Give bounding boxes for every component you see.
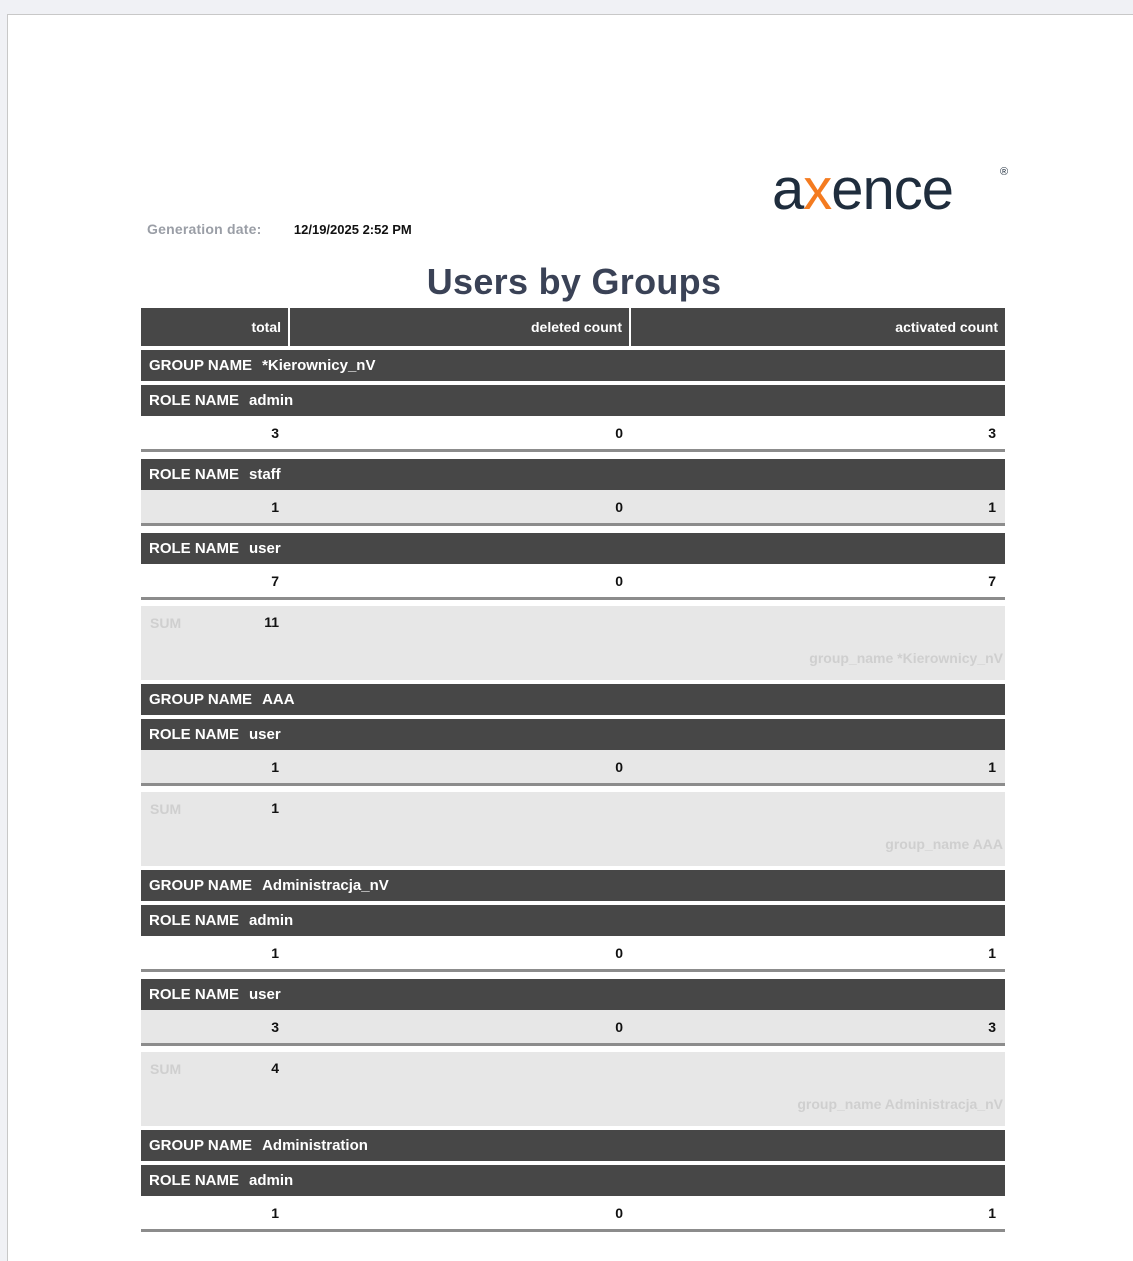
sum-value: 11 — [264, 614, 279, 630]
column-header-row — [141, 308, 1005, 346]
group-label: GROUP NAME — [149, 691, 253, 708]
report-page — [7, 14, 1133, 1261]
group-label: GROUP NAME — [149, 1137, 253, 1154]
group-header — [141, 1130, 1005, 1161]
group-name: *Kierownicy_nV — [262, 357, 376, 374]
sum-label: SUM — [150, 801, 182, 817]
svg-text:axence — [772, 157, 953, 222]
role-name: user — [249, 986, 281, 1003]
group-sum — [141, 606, 1005, 680]
group-label: GROUP NAME — [149, 357, 253, 374]
role-label: ROLE NAME — [149, 726, 239, 743]
generation-date-value: 12/19/2025 2:52 PM — [293, 222, 412, 237]
role-header — [141, 385, 1005, 416]
group-header — [141, 870, 1005, 901]
role-label: ROLE NAME — [149, 466, 239, 483]
role-header — [141, 533, 1005, 564]
cell-activated: 3 — [988, 1018, 996, 1035]
table-row — [141, 416, 1005, 452]
table-row — [141, 564, 1005, 600]
cell-activated: 1 — [988, 944, 996, 961]
sum-group-footer: group_name AAA — [885, 836, 1003, 852]
generation-date-row — [147, 221, 412, 237]
role-header — [141, 979, 1005, 1010]
cell-deleted: 0 — [615, 944, 623, 961]
table-row — [141, 750, 1005, 786]
sum-group-footer: group_name *Kierownicy_nV — [809, 650, 1003, 666]
role-label: ROLE NAME — [149, 1172, 239, 1189]
role-name: staff — [249, 466, 281, 483]
cell-total: 1 — [271, 758, 279, 775]
cell-activated: 1 — [988, 1204, 996, 1221]
logo-part-x: x — [803, 157, 832, 222]
logo-registered-mark: ® — [1000, 166, 1009, 178]
logo-part-ence: ence — [831, 157, 954, 222]
table-row — [141, 936, 1005, 972]
role-header — [141, 459, 1005, 490]
table-row — [141, 490, 1005, 526]
group-name: AAA — [262, 691, 295, 708]
cell-deleted: 0 — [615, 572, 623, 589]
column-header-activated-count: activated count — [631, 308, 1005, 346]
generation-date-label: Generation date: — [147, 221, 262, 237]
cell-deleted: 0 — [615, 498, 623, 515]
sum-value: 4 — [271, 1060, 279, 1076]
table-row — [141, 1010, 1005, 1046]
group-sum — [141, 1052, 1005, 1126]
group-header — [141, 350, 1005, 381]
role-header — [141, 1165, 1005, 1196]
role-name: admin — [249, 392, 294, 409]
column-header-deleted-count: deleted count — [290, 308, 629, 346]
sum-value: 1 — [271, 800, 279, 816]
role-header — [141, 719, 1005, 750]
sum-label: SUM — [150, 1061, 182, 1077]
cell-activated: 1 — [988, 758, 996, 775]
column-header-total: total — [141, 308, 288, 346]
role-name: admin — [249, 1172, 294, 1189]
role-label: ROLE NAME — [149, 392, 239, 409]
cell-total: 7 — [271, 572, 279, 589]
cell-deleted: 0 — [615, 1018, 623, 1035]
role-header — [141, 905, 1005, 936]
table-row — [141, 1196, 1005, 1232]
cell-deleted: 0 — [615, 424, 623, 441]
cell-total: 3 — [271, 424, 279, 441]
report-table — [141, 308, 1005, 1239]
cell-activated: 1 — [988, 498, 996, 515]
logo-part-a: a — [772, 157, 804, 222]
cell-total: 1 — [271, 1204, 279, 1221]
sum-group-footer: group_name Administracja_nV — [797, 1096, 1003, 1112]
group-name: Administracja_nV — [262, 877, 389, 894]
role-label: ROLE NAME — [149, 912, 239, 929]
cell-total: 1 — [271, 498, 279, 515]
group-label: GROUP NAME — [149, 877, 253, 894]
group-header — [141, 684, 1005, 715]
cell-deleted: 0 — [615, 758, 623, 775]
role-name: user — [249, 540, 281, 557]
report-title: Users by Groups — [426, 261, 722, 302]
group-name: Administration — [262, 1137, 368, 1154]
role-label: ROLE NAME — [149, 540, 239, 557]
axence-logo — [766, 153, 1016, 223]
cell-deleted: 0 — [615, 1204, 623, 1221]
sum-label: SUM — [150, 615, 182, 631]
cell-activated: 3 — [988, 424, 996, 441]
group-sum — [141, 792, 1005, 866]
cell-total: 1 — [271, 944, 279, 961]
cell-total: 3 — [271, 1018, 279, 1035]
role-name: user — [249, 726, 281, 743]
cell-activated: 7 — [988, 572, 996, 589]
role-name: admin — [249, 912, 294, 929]
role-label: ROLE NAME — [149, 986, 239, 1003]
